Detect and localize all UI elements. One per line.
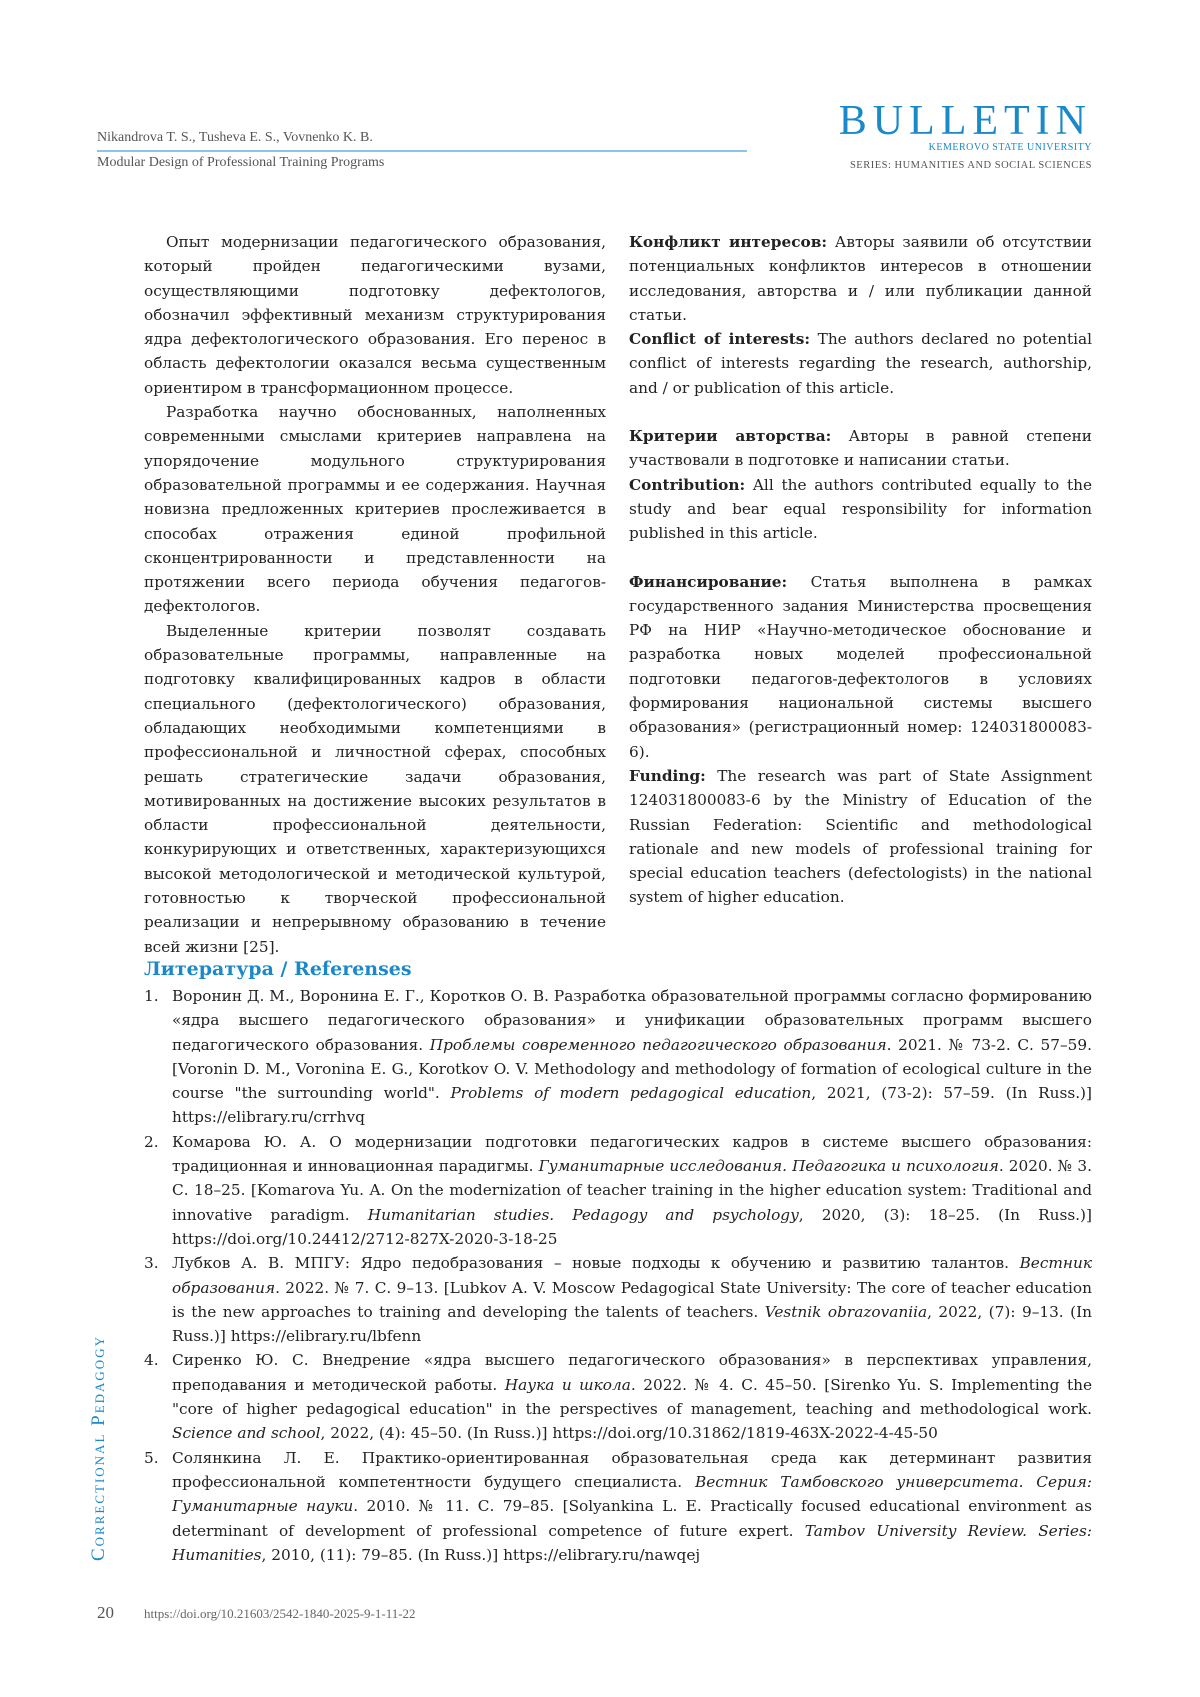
- left-column: [144, 230, 606, 959]
- ref-number: 5.: [144, 1446, 159, 1470]
- ref-text: . 2022. № 7. С. 9–13. [Lubkov A. V. Moscow Pedagogical State University: The core of teacher education is the new approaches to training and developing the talents of teachers.: [172, 1279, 1092, 1321]
- reference-item: [144, 1130, 1092, 1251]
- references-heading: Литература / Referenses: [144, 958, 412, 980]
- label: Conflict of interests:: [629, 330, 810, 348]
- ref-number: 2.: [144, 1130, 159, 1154]
- text: The research was part of State Assignment 124031800083-6 by the Ministry of Education of the Russian Federation: Scientific and methodological rationale and new models of professional training for special education teachers (defectologists) in the national system of higher education.: [629, 767, 1092, 906]
- funding-ru: [629, 570, 1092, 764]
- right-column: [629, 230, 1092, 910]
- running-header-authors: Nikandrova T. S., Tusheva E. S., Vovnenko K. B.: [97, 130, 373, 146]
- ref-number: 1.: [144, 984, 159, 1008]
- page: [0, 0, 1200, 1697]
- ref-source: Vestnik obrazovaniia: [765, 1303, 927, 1321]
- ref-source: Гуманитарные исследования. Педагогика и психология: [539, 1157, 999, 1175]
- ref-source: Проблемы современного педагогического образования: [430, 1036, 887, 1054]
- text: Авторы заявили об отсутствии потенциальных конфликтов интересов в отношении исследования, авторства и / или публикации данной статьи.: [629, 233, 1092, 324]
- logo-university: KEMEROVO STATE UNIVERSITY: [839, 142, 1092, 153]
- ref-text: Воронин Д. М., Воронина Е. Г., Коротков О. В. Разработка образовательной программы согласно формированию «ядра высшего педагогического образования» и унификации образовательных программ высшего педагогического образования.: [172, 987, 1092, 1054]
- paragraph: Опыт модернизации педагогического образования, который пройден педагогическими вузами, осуществляющими подготовку дефектологов, обозначил эффективный механизм структурирования ядра дефектологического образования. Его перенос в область дефектологии оказался весьма существенным ориентиром в трансформационном процессе.: [144, 230, 606, 400]
- funding-en: [629, 764, 1092, 910]
- ref-source: Science and school: [172, 1424, 321, 1442]
- reference-item: [144, 984, 1092, 1130]
- header-divider: [97, 150, 747, 152]
- label: Конфликт интересов:: [629, 233, 827, 251]
- ref-source: Наука и школа: [505, 1376, 631, 1394]
- ref-source: Вестник Тамбовского университета. Серия: Гуманитарные науки: [172, 1473, 1092, 1515]
- ref-text[interactable]: , 2022, (4): 45–50. (In Russ.)] https://doi.org/10.31862/1819-463X-2022-4-45-50: [321, 1424, 938, 1442]
- ref-text: . 2021. № 73-2. С. 57–59. [Voronin D. M., Voronina E. G., Korotkov O. V. Methodology and methodology of formation of ecological culture in the course "the surrounding world".: [172, 1036, 1092, 1103]
- conflict-ru: [629, 230, 1092, 327]
- paragraph: Разработка научно обоснованных, наполненных современными смыслами критериев направлена на упорядочение модульного структурирования образовательной программы и ее содержания. Научная новизна предложенных критериев прослеживается в способах отражения единой профильной сконцентрированности и представленности на протяжении всего периода обучения педагогов-дефектологов.: [144, 400, 606, 619]
- ref-source: Вестник образования: [172, 1254, 1092, 1296]
- reference-item: [144, 1251, 1092, 1348]
- ref-text: Лубков А. В. МПГУ: Ядро педобразования – новые подходы к обучению и развитию талантов.: [172, 1254, 1020, 1272]
- ref-text[interactable]: , 2022, (7): 9–13. (In Russ.)] https://elibrary.ru/lbfenn: [172, 1303, 1092, 1345]
- page-number: 20: [97, 1603, 114, 1623]
- ref-number: 3.: [144, 1251, 159, 1275]
- reference-list: [144, 984, 1092, 1567]
- text: Авторы в равной степени участвовали в подготовке и написании статьи.: [629, 427, 1092, 469]
- paragraph: Выделенные критерии позволят создавать образовательные программы, направленные на подготовку квалифицированных кадров в области специального (дефектологического) образования, обладающих необходимыми компетенциями в профессиональной и личностной сферах, способных решать стратегические задачи образования, мотивированных на достижение высоких результатов в области профессиональной деятельности, конкурирующих и ответственных, характеризующихся высокой методологической и методической культурой, готовностью к творческой профессиональной реализации и непрерывному образованию в течение всей жизни [25].: [144, 619, 606, 959]
- ref-text: . 2020. № 3. С. 18–25. [Komarova Yu. A. On the modernization of teacher training in the higher education system: Traditional and innovative paradigm.: [172, 1157, 1092, 1224]
- running-header-title: Modular Design of Professional Training Programs: [97, 155, 384, 171]
- label: Финансирование:: [629, 573, 787, 591]
- ref-text: . 2010. № 11. С. 79–85. [Solyankina L. E. Practically focused educational environment as determinant of development of professional competence of future expert.: [172, 1497, 1092, 1539]
- text: The authors declared no potential conflict of interests regarding the research, authorship, and / or publication of this article.: [629, 330, 1092, 397]
- conflict-en: [629, 327, 1092, 400]
- ref-text[interactable]: , 2010, (11): 79–85. (In Russ.)] https://elibrary.ru/nawqej: [262, 1546, 701, 1564]
- reference-item: [144, 1446, 1092, 1567]
- contribution-ru: [629, 424, 1092, 473]
- ref-text: . 2022. № 4. С. 45–50. [Sirenko Yu. S. Implementing the "core of higher pedagogical education" in the perspectives of management, teaching and methodological work.: [172, 1376, 1092, 1418]
- footer-doi-link[interactable]: https://doi.org/10.21603/2542-1840-2025-9-1-11-22: [144, 1606, 416, 1622]
- ref-text: Солянкина Л. Е. Практико-ориентированная образовательная среда как детерминант развития профессиональной компетентности будущего специалиста.: [172, 1449, 1092, 1491]
- ref-source: Tambov University Review. Series: Humanities: [172, 1522, 1092, 1564]
- ref-source: Problems of modern pedagogical education: [450, 1084, 811, 1102]
- label: Критерии авторства:: [629, 427, 831, 445]
- logo-title: BULLETIN: [839, 100, 1092, 142]
- section-side-label: Correctional Pedagogy: [88, 1335, 110, 1561]
- label: Contribution:: [629, 476, 745, 494]
- contribution-en: [629, 473, 1092, 546]
- text: Статья выполнена в рамках государственного задания Министерства просвещения РФ на НИР «Научно-методическое обоснование и разработка новых моделей профессиональной подготовки педагогов-дефектологов в условиях формирования национальной системы высшего образования» (регистрационный номер: 124031800083-6).: [629, 573, 1092, 761]
- ref-number: 4.: [144, 1348, 159, 1372]
- reference-item: [144, 1348, 1092, 1445]
- logo-series: SERIES: HUMANITIES AND SOCIAL SCIENCES: [839, 160, 1092, 171]
- text: All the authors contributed equally to the study and bear equal responsibility for information published in this article.: [629, 476, 1092, 543]
- ref-text: Сиренко Ю. С. Внедрение «ядра высшего педагогического образования» в перспективах управления, преподавания и методической работы.: [172, 1351, 1092, 1393]
- ref-source: Humanitarian studies. Pedagogy and psychology: [368, 1206, 799, 1224]
- ref-text[interactable]: , 2021, (73-2): 57–59. (In Russ.)] https://elibrary.ru/crrhvq: [172, 1084, 1092, 1126]
- label: Funding:: [629, 767, 706, 785]
- ref-text[interactable]: , 2020, (3): 18–25. (In Russ.)] https://doi.org/10.24412/2712-827X-2020-3-18-25: [172, 1206, 1092, 1248]
- journal-logo: [839, 100, 1092, 171]
- ref-text: Комарова Ю. А. О модернизации подготовки педагогических кадров в системе высшего образования: традиционная и инновационная парадигмы.: [172, 1133, 1092, 1175]
